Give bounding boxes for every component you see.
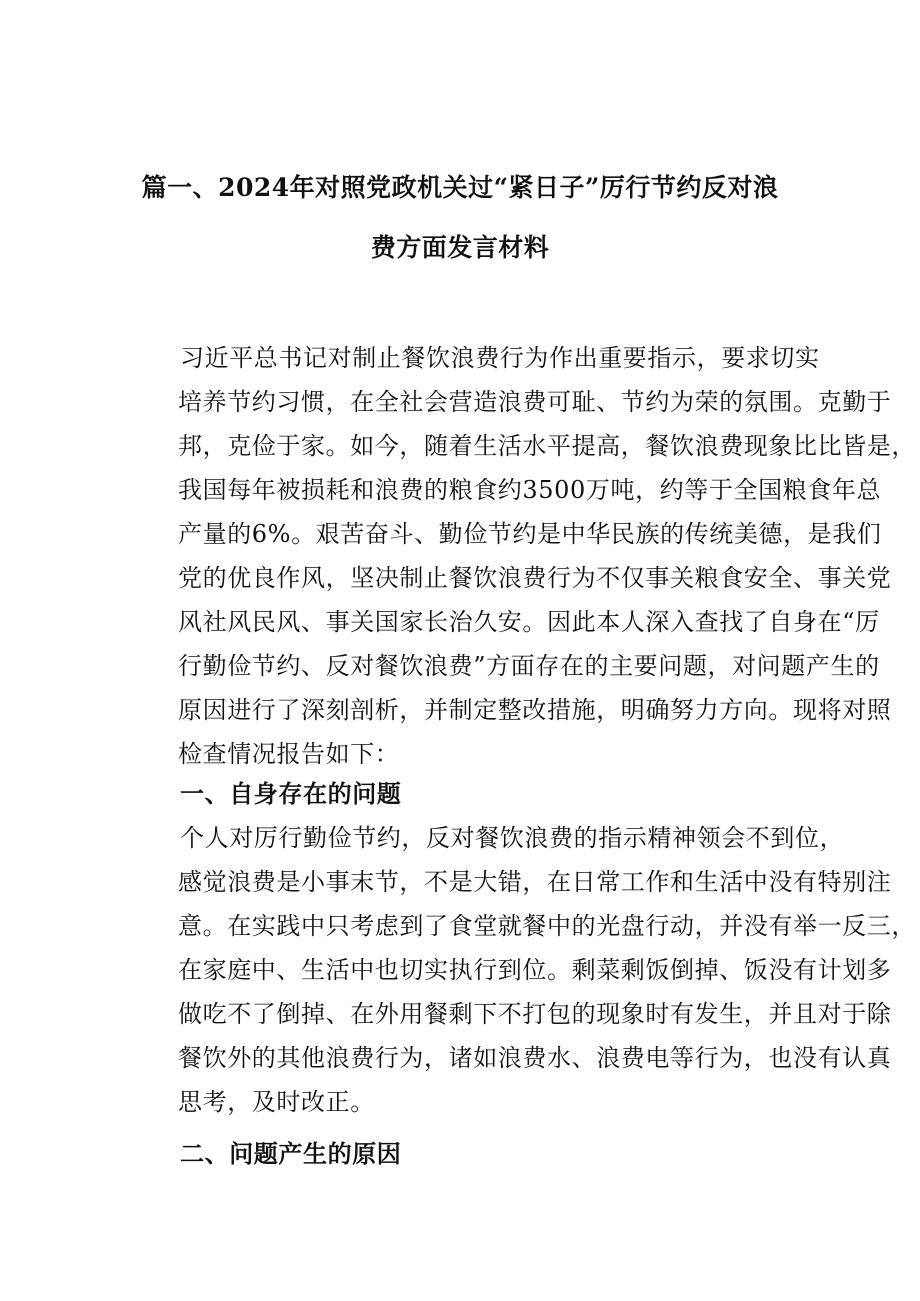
paragraph-1-line-7: 风社风民风、事关国家长治久安。因此本人深入查找了自身在“厉 [178,608,880,636]
paragraph-1-line-4: 我国每年被损耗和浪费的粮食约3500万吨，约等于全国粮食年总 [178,476,882,504]
document-title-line-1: 篇一、2024年对照党政机关过“紧日子”厉行节约反对浪 [141,173,779,202]
paragraph-1-line-8: 行勤俭节约、反对餐饮浪费”方面存在的主要问题，对问题产生的 [178,652,880,680]
section-heading-1: 一、自身存在的问题 [180,779,402,808]
document-title-line-2: 费方面发言材料 [370,233,550,262]
paragraph-1-line-2: 培养节约习惯，在全社会营造浪费可耻、节约为荣的氛围。克勤于 [178,388,892,416]
paragraph-1-line-1: 习近平总书记对制止餐饮浪费行为作出重要指示，要求切实 [180,344,820,372]
section-heading-2: 二、问题产生的原因 [180,1139,402,1168]
paragraph-1-line-9: 原因进行了深刻剖析，并制定整改措施，明确努力方向。现将对照 [178,696,892,724]
paragraph-1-line-6: 党的优良作风，坚决制止餐饮浪费行为不仅事关粮食安全、事关党 [178,564,892,592]
paragraph-2-line-3: 意。在实践中只考虑到了食堂就餐中的光盘行动，并没有举一反三， [178,912,916,940]
paragraph-1-line-5: 产量的6%。艰苦奋斗、勤俭节约是中华民族的传统美德，是我们 [178,520,882,548]
paragraph-2-line-5: 做吃不了倒掉、在外用餐剩下不打包的现象时有发生，并且对于除 [178,1000,892,1028]
paragraph-2-line-2: 感觉浪费是小事末节，不是大错，在日常工作和生活中没有特别注 [178,868,892,896]
paragraph-1-line-3: 邦，克俭于家。如今，随着生活水平提高，餐饮浪费现象比比皆是， [178,432,916,460]
paragraph-1-line-10: 检查情况报告如下： [178,740,400,768]
paragraph-2-line-6: 餐饮外的其他浪费行为，诸如浪费水、浪费电等行为，也没有认真 [178,1044,892,1072]
paragraph-2-line-7: 思考，及时改正。 [178,1088,375,1116]
paragraph-2-line-4: 在家庭中、生活中也切实执行到位。剩菜剩饭倒掉、饭没有计划多 [178,956,892,984]
paragraph-2-line-1: 个人对厉行勤俭节约，反对餐饮浪费的指示精神领会不到位， [180,824,845,852]
